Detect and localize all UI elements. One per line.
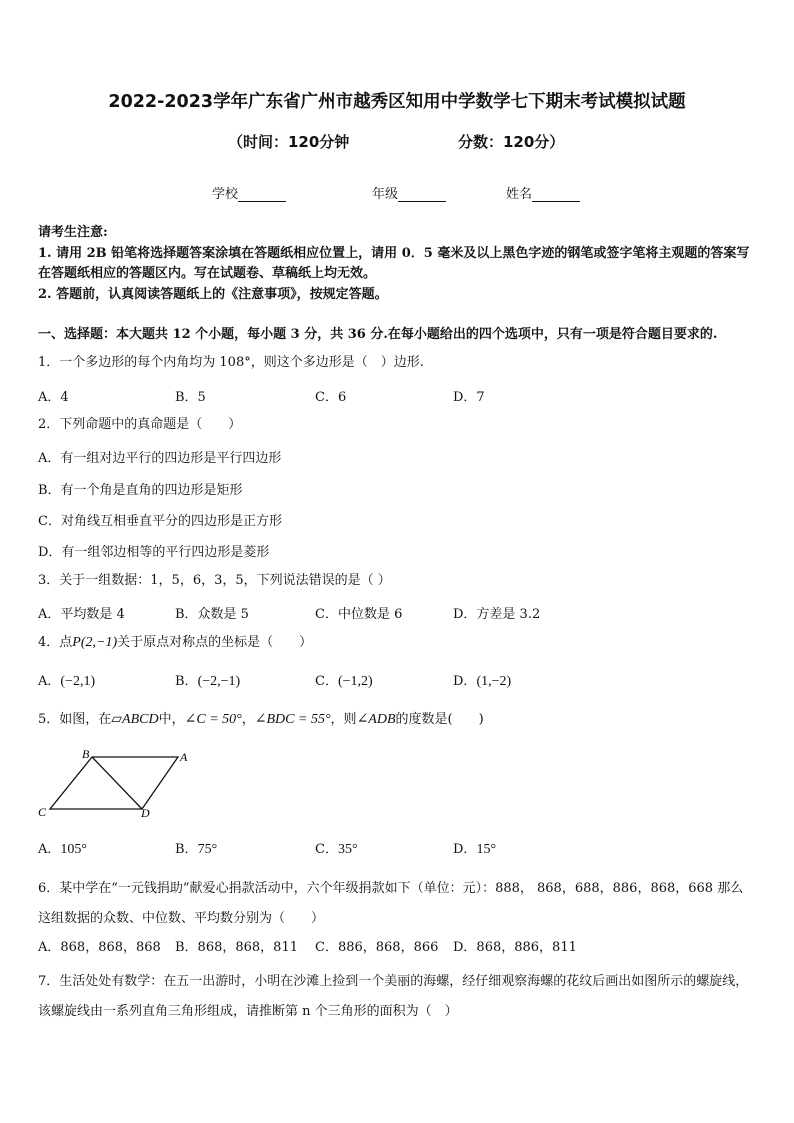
q5-figure: ▱ABCD [111, 712, 159, 727]
exam-score: 分数：120分） [458, 133, 565, 151]
q4-option-c-label: C． [315, 674, 338, 689]
q5-option-d-label: D． [453, 842, 477, 857]
q2-option-b: B．有一个角是直角的四边形是矩形 [38, 483, 243, 498]
q5-option-b [175, 838, 217, 858]
grade-label: 年级 [372, 187, 399, 202]
q4-option-b [175, 670, 240, 690]
q6-stem: 6．某中学在“一元钱捐助”献爱心捐款活动中，六个年级捐款如下（单位：元）：888， 868，688，886，868，668 那么这组数据的众数、中位数、平均数分别为（ ） [38, 881, 744, 926]
q6-option-a: A．868，868，868 [38, 940, 161, 955]
q3-stem: 3．关于一组数据：1，5，6，3，5，下列说法错误的是（ ） [38, 573, 391, 588]
q4-option-b-value: (−2,−1) [197, 674, 241, 689]
q3-option-c: C．中位数是 6 [315, 607, 403, 622]
q3-option-a: A．平均数是 4 [38, 607, 125, 622]
vertex-c-label: C [38, 805, 47, 819]
q4-point: P(2,−1) [72, 635, 118, 650]
q5-mid-2: ，则 [330, 712, 357, 727]
q4-option-b-label: B． [175, 674, 198, 689]
diagonal-bd [92, 757, 142, 809]
q5-option-d-value: 15° [476, 842, 497, 857]
q6-option-b: B．868，868，811 [175, 940, 298, 955]
q2-option-c: C．对角线互相垂直平分的四边形是正方形 [38, 514, 282, 529]
q5-option-a [38, 838, 87, 858]
q5-option-c-value: 35° [337, 842, 358, 857]
school-field [212, 183, 286, 202]
q2-option-d: D．有一组邻边相等的平行四边形是菱形 [38, 545, 270, 560]
q4-option-a [38, 670, 95, 690]
notice-heading: 请考生注意: [38, 225, 108, 240]
vertex-a-label: A [180, 750, 188, 764]
vertex-d-label: D [141, 806, 150, 820]
q4-stem-post: 关于原点对称点的坐标是（ ） [117, 635, 313, 650]
grade-blank [398, 189, 446, 202]
q5-parallelogram-diagram [30, 745, 200, 820]
exam-title: 2022-2023学年广东省广州市越秀区知用中学数学七下期末考试模拟试题 [108, 92, 686, 112]
name-field [506, 183, 580, 202]
q5-stem-pre: 5．如图，在 [38, 712, 112, 727]
q5-stem-post: 的度数是( ) [395, 712, 484, 727]
q5-option-c [315, 838, 358, 858]
q5-mid-1: 中， [158, 712, 185, 727]
q5-condition-2: ∠BDC = 55° [254, 712, 331, 727]
q5-condition-1: ∠C = 50° [184, 712, 242, 727]
q3-option-b: B．众数是 5 [175, 607, 249, 622]
q5-option-b-label: B． [175, 842, 198, 857]
school-blank [238, 189, 286, 202]
q4-option-d [453, 670, 511, 690]
school-label: 学校 [212, 187, 239, 202]
q4-option-d-label: D． [453, 674, 477, 689]
q4-stem [38, 634, 312, 652]
q3-option-d: D．方差是 3.2 [453, 607, 541, 622]
section-1-heading: 一、选择题：本大题共 12 个小题，每小题 3 分，共 36 分.在每小题给出的四个选项中，只有一项是符合题目要求的. [38, 327, 718, 342]
q4-option-c [315, 670, 373, 690]
q1-option-c: C．6 [315, 390, 347, 405]
q5-option-a-label: A． [38, 842, 61, 857]
q5-option-d [453, 838, 496, 858]
name-blank [532, 189, 580, 202]
exam-time: （时间：120分钟 [228, 133, 350, 151]
q2-option-a: A．有一组对边平行的四边形是平行四边形 [38, 451, 282, 466]
q1-option-d: D．7 [453, 390, 485, 405]
q4-option-c-value: (−1,2) [337, 674, 373, 689]
vertex-b-label: B [82, 747, 90, 761]
q4-option-a-value: (−2,1) [60, 674, 96, 689]
q4-stem-pre: 4．点 [38, 635, 73, 650]
q1-stem: 1．一个多边形的每个内角均为 108°，则这个多边形是（ ）边形. [38, 355, 424, 370]
q6-option-d: D．868，886，811 [453, 940, 577, 955]
grade-field [372, 183, 446, 202]
q4-option-d-value: (1,−2) [476, 674, 512, 689]
q5-target-angle: ∠ADB [356, 712, 396, 727]
q5-stem [38, 711, 484, 729]
notice-item-1: 1. 请用 2B 铅笔将选择题答案涂填在答题纸相应位置上，请用 0．5 毫米及以上黑色字迹的钢笔或签字笔将主观题的答案写在答题纸相应的答题区内。写在试题卷、草稿纸上均无效。 [38, 246, 750, 281]
q5-option-c-label: C． [315, 842, 338, 857]
q1-option-a: A．4 [38, 390, 69, 405]
q2-stem: 2．下列命题中的真命题是（ ） [38, 417, 242, 432]
q5-option-a-value: 105° [60, 842, 87, 857]
q6-option-c: C．886，868，866 [315, 940, 439, 955]
q4-option-a-label: A． [38, 674, 61, 689]
name-label: 姓名 [506, 187, 533, 202]
notice-item-2: 2. 答题前，认真阅读答题纸上的《注意事项》，按规定答题。 [38, 287, 388, 302]
q1-option-b: B．5 [175, 390, 206, 405]
q5-sep: ， [241, 712, 255, 727]
q7-stem: 7．生活处处有数学：在五一出游时，小明在沙滩上捡到一个美丽的海螺，经仔细观察海螺的花纹后画出如图所示的螺旋线，该螺旋线由一系列直角三角形组成，请推断第 n 个三角形的面积为（ ） [38, 974, 749, 1019]
parallelogram-abcd [50, 757, 178, 809]
q5-option-b-value: 75° [197, 842, 218, 857]
